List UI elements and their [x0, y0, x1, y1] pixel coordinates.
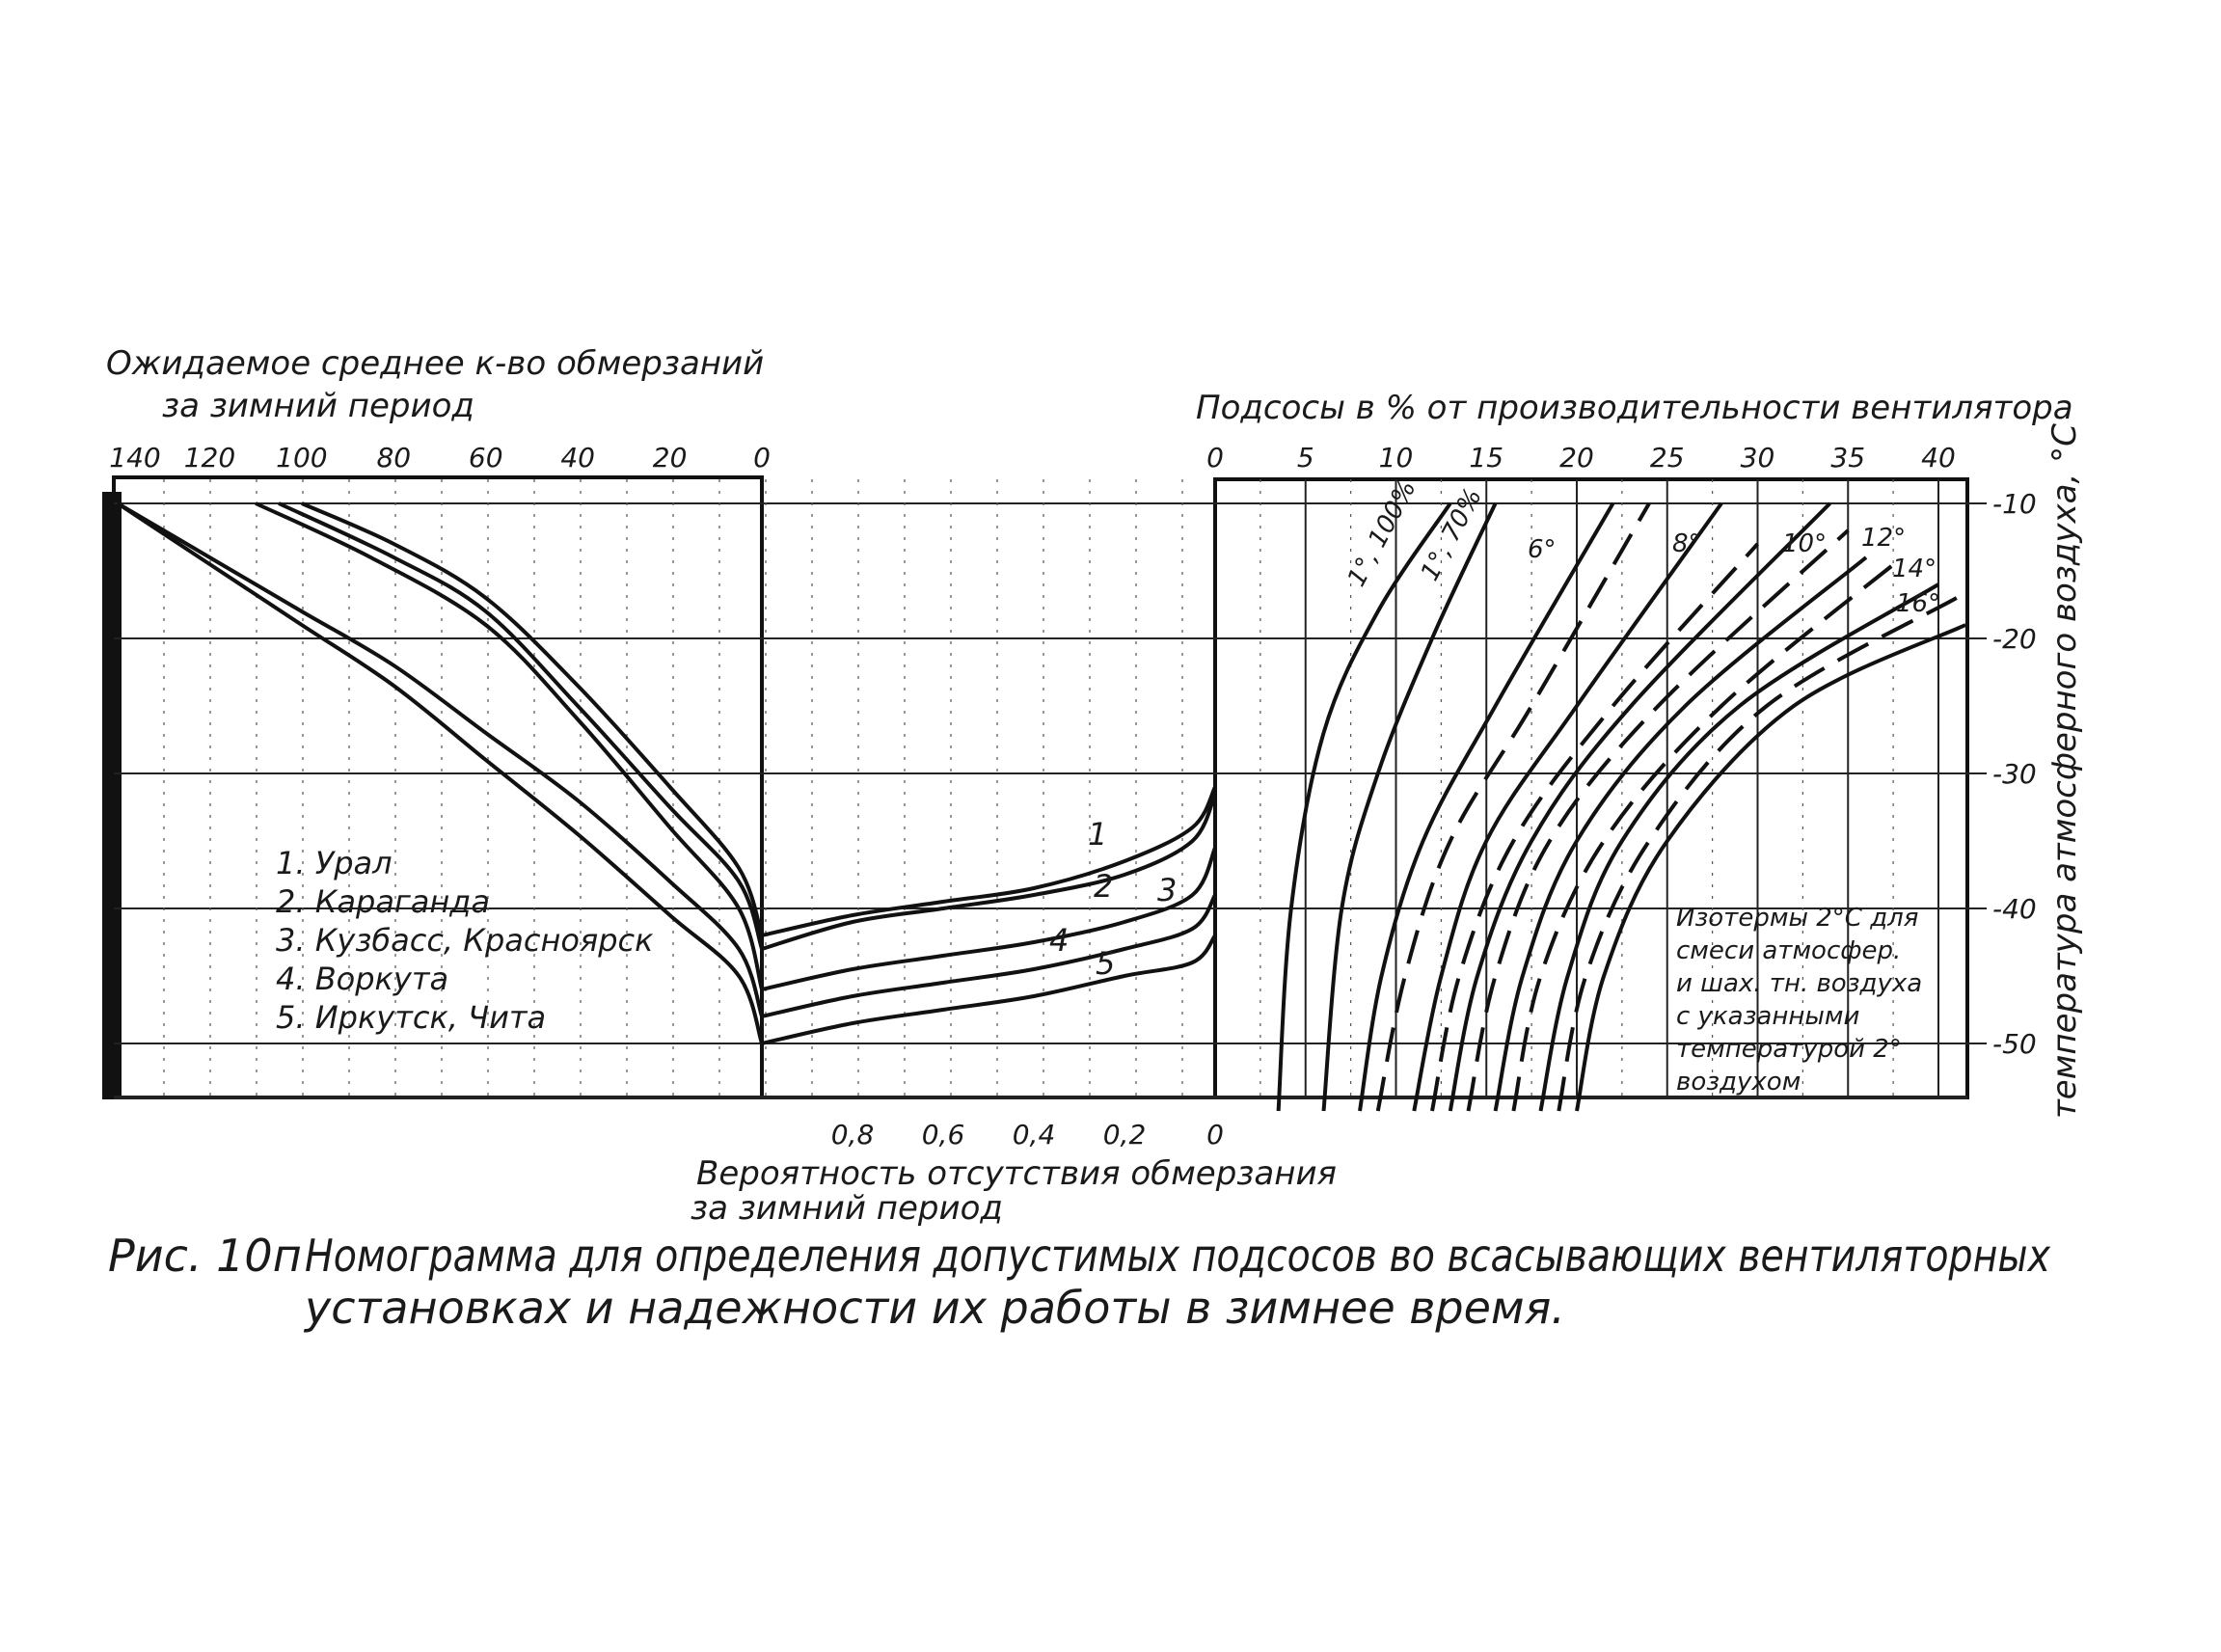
legend-entry-3: 3. Кузбасс, Красноярск: [276, 922, 654, 959]
left-title: Ожидаемое среднее к-во обмерзаний: [106, 344, 765, 383]
right-y-tick-label: -30: [1992, 758, 2037, 790]
right-y-tick-label: -50: [1992, 1028, 2037, 1060]
left-tick-label: 20: [652, 442, 688, 474]
note-line-6: воздухом: [1676, 1068, 1801, 1097]
right-tick-label: 35: [1830, 442, 1866, 474]
isotherm-label-6: 6°: [1528, 535, 1557, 564]
left-tick-label: 0: [753, 442, 771, 474]
note-line-4: с указанными: [1676, 1002, 1860, 1031]
isotherm-label-16: 16°: [1896, 589, 1941, 618]
legend-entry-4: 4. Воркута: [276, 961, 449, 997]
middle-curve-labels: [1049, 816, 1177, 982]
legend: [276, 845, 654, 1036]
note-line-5: температурой 2°: [1676, 1035, 1902, 1064]
middle-xlabel-line2: за зимний период: [691, 1189, 1003, 1228]
right-isotherms: [1279, 503, 1966, 1111]
middle-tick-label: 0,8: [830, 1119, 875, 1151]
isotherm-note: [1676, 904, 1922, 1097]
right-y-tick-label: -40: [1992, 893, 2037, 925]
right-tick-label: 20: [1559, 442, 1594, 474]
isotherm-label-8: 8°: [1672, 529, 1701, 558]
left-tick-label: 120: [183, 442, 236, 474]
isotherm-label-1-100: 1°, 100%: [1341, 474, 1422, 592]
right-tick-label: 25: [1649, 442, 1685, 474]
left-x-ticks: [109, 442, 771, 474]
left-tick-label: 100: [276, 442, 328, 474]
left-title-line2: за зимний период: [162, 387, 474, 425]
middle-tick-label: 0: [1206, 1119, 1224, 1151]
right-y-ticks: [1992, 488, 2037, 1060]
figure-caption: [108, 1230, 2051, 1334]
isotherm-label-10: 10°: [1782, 529, 1828, 558]
note-line-2: смеси атмосфер.: [1676, 936, 1902, 965]
isotherm-label-1-70: 1°, 70%: [1415, 483, 1488, 586]
right-tick-label: 10: [1378, 442, 1414, 474]
isotherm-label-12: 12°: [1861, 524, 1907, 553]
legend-entry-5: 5. Иркутск, Чита: [276, 999, 547, 1036]
legend-entry-2: 2. Караганда: [276, 883, 491, 920]
right-tick-label: 30: [1740, 442, 1775, 474]
right-y-tick-label: -20: [1992, 623, 2037, 655]
right-tick-label: 0: [1206, 442, 1224, 474]
right-tick-label: 5: [1296, 442, 1314, 474]
left-tick-label: 60: [468, 442, 503, 474]
note-line-3: и шах. тн. воздуха: [1676, 969, 1923, 998]
caption-line-2: установках и надежности их работы в зимнее время.: [305, 1282, 1565, 1334]
right-x-ticks: [1206, 442, 1956, 474]
curve-label-1: 1: [1088, 816, 1108, 853]
middle-tick-label: 0,4: [1012, 1119, 1056, 1151]
caption-line-1: Номограмма для определения допустимых подсосов во всасывающих вентиляторных: [305, 1230, 2051, 1282]
right-tick-label: 15: [1469, 442, 1504, 474]
right-title: Подсосы в % от производительности вентилятора: [1196, 389, 2073, 427]
right-tick-label: 40: [1921, 442, 1956, 474]
caption-fig-number: Рис. 10п: [108, 1230, 302, 1282]
curve-label-4: 4: [1049, 922, 1070, 959]
right-y-tick-label: -10: [1992, 488, 2037, 520]
isotherm-label-14: 14°: [1892, 555, 1937, 583]
curve-label-3: 3: [1157, 872, 1178, 908]
middle-curve-5: [762, 935, 1215, 1043]
curve-label-5: 5: [1096, 945, 1116, 982]
left-tick-label: 40: [560, 442, 595, 474]
middle-xlabel: Вероятность отсутствия обмерзания: [696, 1154, 1337, 1193]
middle-curves: [762, 787, 1215, 1043]
middle-x-ticks: [831, 1119, 1224, 1151]
middle-curve-2: [762, 794, 1215, 949]
left-curve-2: [279, 503, 762, 949]
curve-label-2: 2: [1094, 868, 1114, 905]
isotherm-0-solid: [1279, 503, 1450, 1111]
middle-tick-label: 0,6: [921, 1119, 965, 1151]
left-tick-label: 80: [376, 442, 412, 474]
left-tick-label: 140: [109, 442, 161, 474]
legend-entry-1: 1. Урал: [276, 845, 393, 881]
note-line-1: Изотермы 2°С для: [1676, 904, 1919, 933]
right-ylabel: температура атмосферного воздуха, °С: [2045, 423, 2084, 1119]
middle-tick-label: 0,2: [1102, 1119, 1147, 1151]
